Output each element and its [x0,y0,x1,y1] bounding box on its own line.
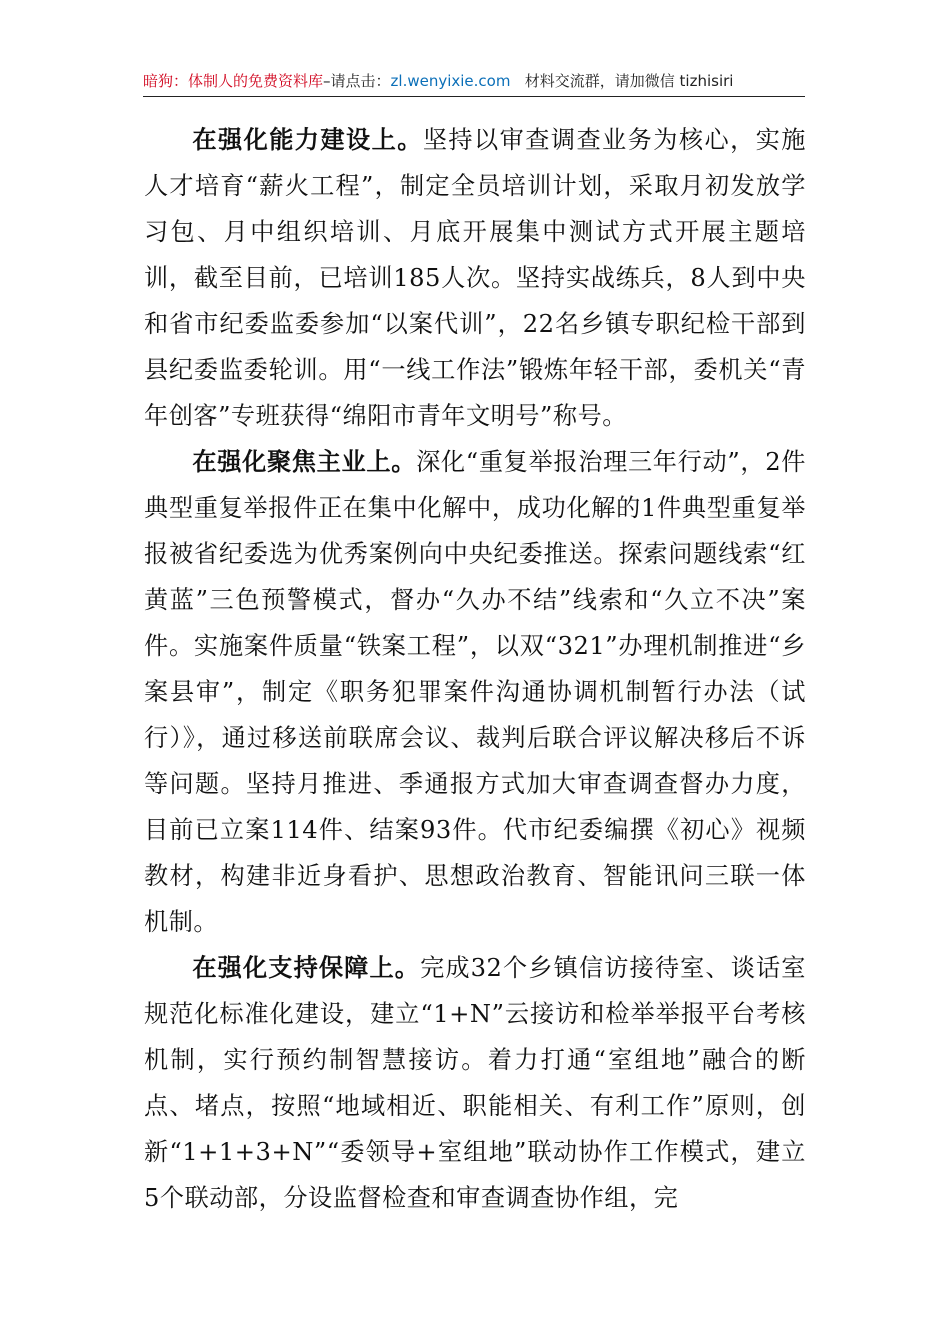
header-wechat-note: 材料交流群，请加微信 tizhisiri [524,72,734,90]
page-header [143,66,805,97]
paragraph-text: 完成32个乡镇信访接待室、谈话室规范化标准化建设，建立“1+N”云接访和检举举报平台考核机制，实行预约制智慧接访。着力打通“室组地”融合的断点、堵点，按照“地域相近、职能相关、有利工作”原则，创新“1+1+3+N”“委领导+室组地”联动协作工作模式，建立5个联动部，分设监督检查和审查调查协作组，完 [144,954,806,1212]
document-body [144,117,806,1221]
paragraph-lead: 在强化聚焦主业上。 [192,447,417,476]
header-click-prompt: –请点击： [323,72,391,90]
paragraph-text: 坚持以审查调查业务为核心，实施人才培育“薪火工程”，制定全员培训计划，采取月初发放学习包、月中组织培训、月底开展集中测试方式开展主题培训，截至目前，已培训185人次。坚持实战练兵，8人到中央和省市纪委监委参加“以案代训”，22名乡镇专职纪检干部到县纪委监委轮训。用“一线工作法”锻炼年轻干部，委机关“青年创客”专班获得“绵阳市青年文明号”称号。 [144,126,806,430]
header-site-name: 暗狗：体制人的免费资料库 [143,72,324,90]
header-url-link[interactable]: zl.wenyixie.com [390,72,511,90]
paragraph-lead: 在强化支持保障上。 [192,953,421,982]
paragraph-lead: 在强化能力建设上。 [192,125,423,154]
paragraph-support-guarantee [144,945,806,1221]
paragraph-text: 深化“重复举报治理三年行动”，2件典型重复举报件正在集中化解中，成功化解的1件典型重复举报被省纪委选为优秀案例向中央纪委推送。探索问题线索“红黄蓝”三色预警模式，督办“久办不结”线索和“久立不决”案件。实施案件质量“铁案工程”，以双“321”办理机制推进“乡案县审”，制定《职务犯罪案件沟通协调机制暂行办法（试行）》，通过移送前联席会议、裁判后联合评议解决移后不诉等问题。坚持月推进、季通报方式加大审查调查督办力度，目前已立案114件、结案93件。代市纪委编撰《初心》视频教材，构建非近身看护、思想政治教育、智能讯问三联一体机制。 [144,448,806,936]
paragraph-capacity-building [144,117,806,439]
paragraph-main-business [144,439,806,945]
